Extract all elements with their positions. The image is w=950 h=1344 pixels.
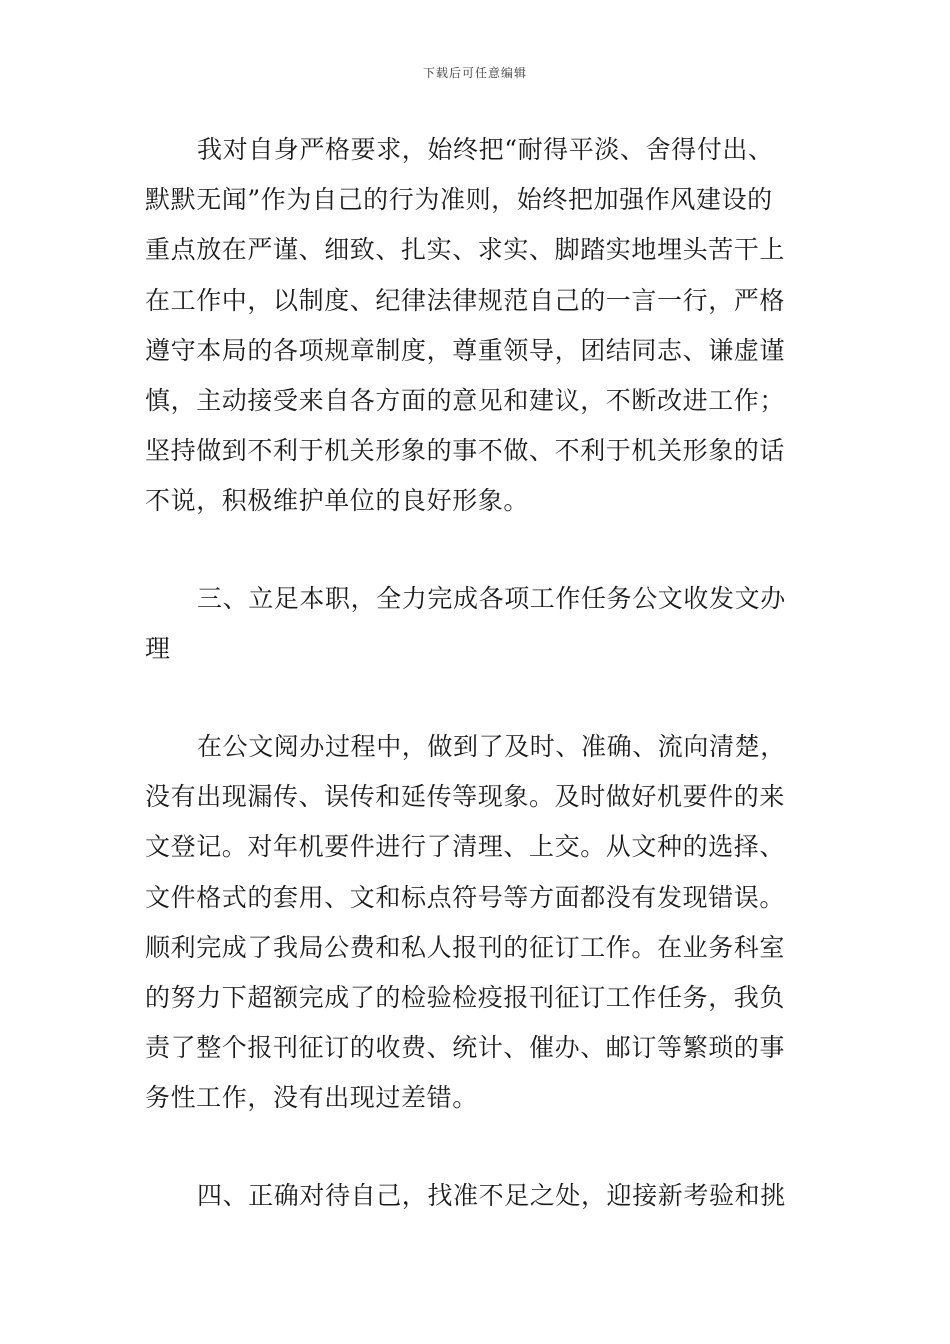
text-line: 务性工作，没有出现过差错。 — [145, 1083, 478, 1112]
heading-line: 四、正确对待自己，找准不足之处，迎接新考验和挑 — [197, 1181, 786, 1210]
text-line: 遵守本局的各项规章制度，尊重领导，团结同志、谦虚谨 — [145, 336, 786, 365]
text-line: 慎，主动接受来自各方面的意见和建议，不断改进工作； — [145, 386, 786, 415]
text-line: 我对自身严格要求，始终把“耐得平淡、舍得付出、 — [197, 135, 774, 164]
page-header: 下载后可任意编辑 — [422, 66, 527, 80]
heading-line: 理 — [145, 634, 171, 663]
text-line: 在工作中，以制度、纪律法律规范自己的一言一行，严格 — [145, 286, 786, 315]
text-line: 文登记。对年机要件进行了清理、上交。从文种的选择、 — [145, 832, 786, 861]
text-line: 文件格式的套用、文和标点符号等方面都没有发现错误。 — [145, 883, 786, 912]
text-line: 没有出现漏传、误传和延传等现象。及时做好机要件的来 — [145, 782, 786, 811]
text-line: 责了整个报刊征订的收费、统计、催办、邮订等繁琐的事 — [145, 1033, 786, 1062]
text-line: 重点放在严谨、细致、扎实、求实、脚踏实地埋头苦干上 — [145, 235, 786, 264]
text-line: 默默无闻”作为自己的行为准则，始终把加强作风建设的 — [145, 185, 773, 214]
text-line: 顺利完成了我局公费和私人报刊的征订工作。在业务科室 — [145, 933, 786, 962]
text-line: 在公文阅办过程中，做到了及时、准确、流向清楚， — [197, 732, 786, 761]
heading-line: 三、立足本职，全力完成各项工作任务公文收发文办 — [197, 584, 786, 613]
text-line: 不说，积极维护单位的良好形象。 — [145, 486, 530, 515]
text-line: 的努力下超额完成了的检验检疫报刊征订工作任务，我负 — [145, 983, 786, 1012]
text-line: 坚持做到不利于机关形象的事不做、不利于机关形象的话 — [145, 436, 786, 465]
